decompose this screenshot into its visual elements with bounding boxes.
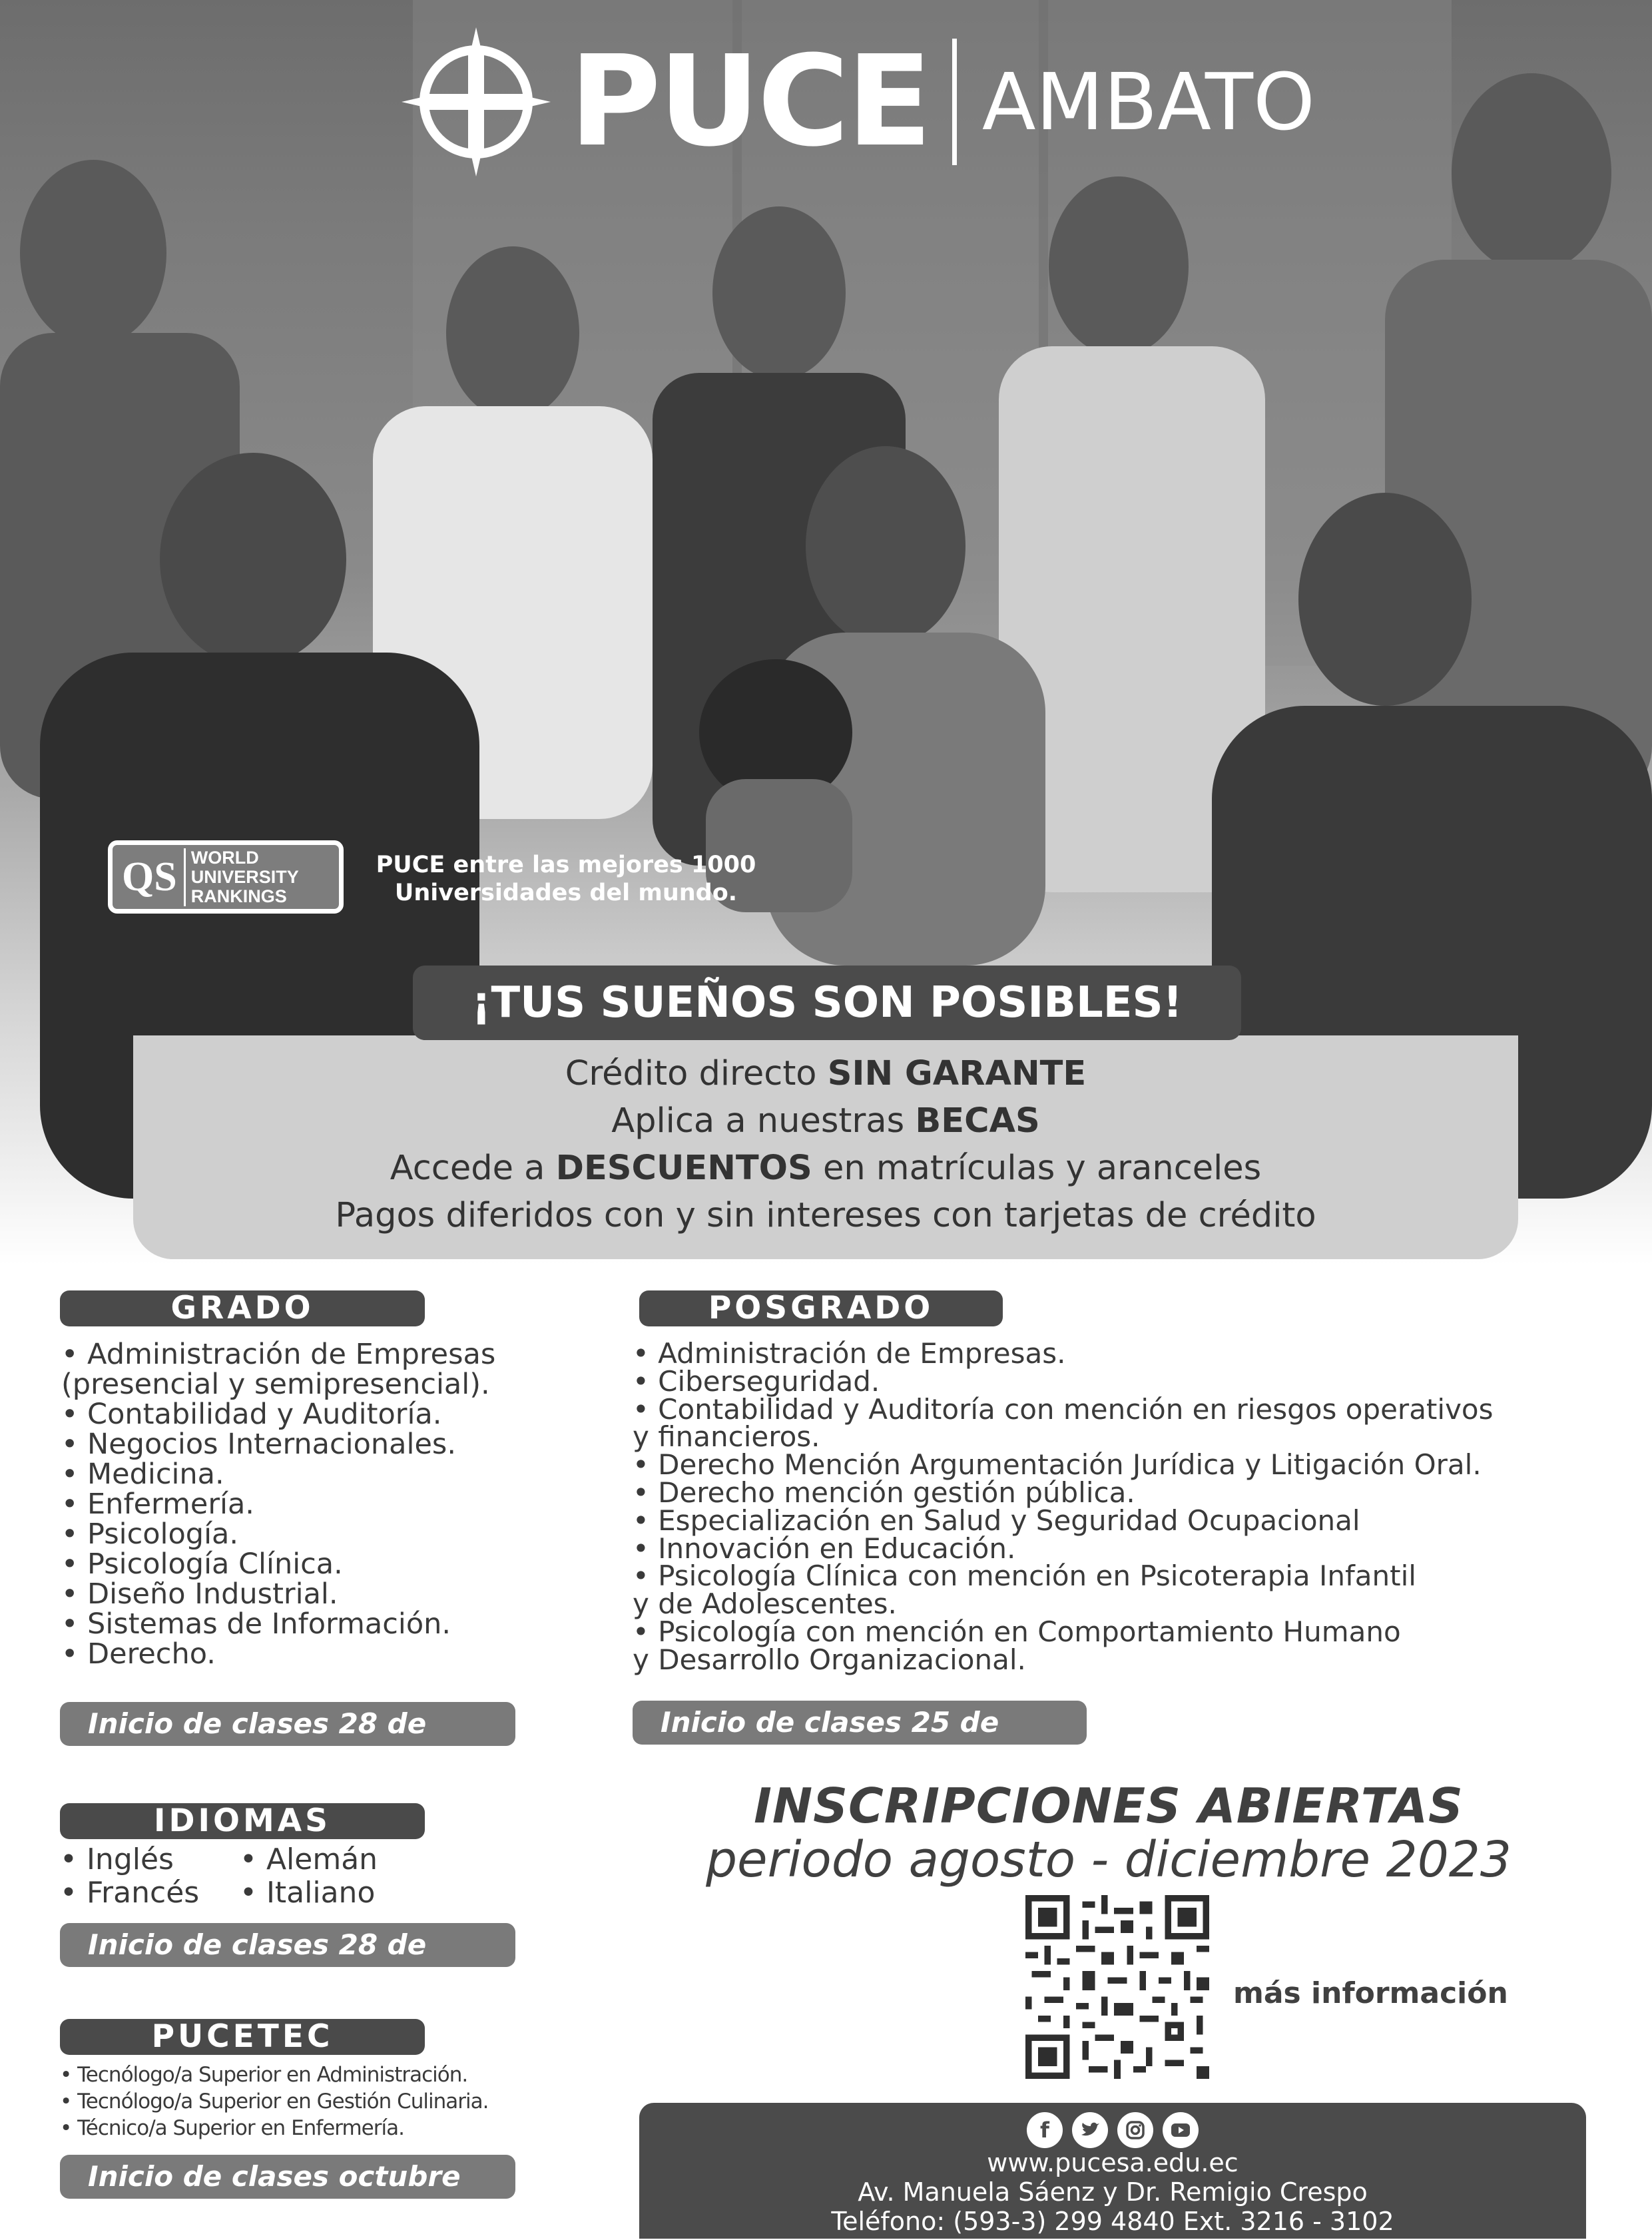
list-item: • Psicología Clínica con mención en Psicoterapia Infantil — [633, 1562, 1578, 1590]
contact-footer — [639, 2103, 1586, 2239]
language-item: • Francés — [60, 1876, 240, 1910]
youtube-icon[interactable] — [1163, 2112, 1199, 2148]
language-item: • Italiano — [240, 1876, 433, 1910]
ranking-note-line-2: Universidades del mundo. — [394, 880, 738, 906]
pucetec-start-date: Inicio de clases octubre — [60, 2155, 515, 2199]
language-item: • Alemán — [240, 1843, 433, 1876]
facebook-icon[interactable]: f — [1027, 2112, 1063, 2148]
ranking-note-line-1: PUCE entre las mejores 1000 — [376, 852, 756, 878]
list-item: • Técnico/a Superior en Enfermería. — [60, 2115, 566, 2141]
pucetec-heading: PUCETEC — [60, 2019, 425, 2055]
inscriptions-period: periodo agosto - diciembre 2023 — [706, 1831, 1512, 1888]
benefit-line: Pagos diferidos con y sin intereses con tarjetas de crédito — [335, 1196, 1316, 1235]
slogan-banner: ¡TUS SUEÑOS SON POSIBLES! — [413, 966, 1241, 1040]
list-item-continuation: y de Adolescentes. — [633, 1587, 897, 1621]
idiomas-start-date: Inicio de clases 28 de agosto — [60, 1923, 515, 1967]
qs-line-2: UNIVERSITY — [190, 866, 299, 887]
benefit-line: Aplica a nuestras BECAS — [611, 1101, 1040, 1141]
qr-code[interactable] — [1025, 1895, 1209, 2079]
benefits-panel — [133, 1035, 1518, 1259]
posgrado-start-date: Inicio de clases 25 de agosto — [633, 1701, 1087, 1745]
list-item: • Innovación en Educación. — [633, 1535, 1578, 1563]
puce-logo — [396, 12, 1315, 192]
list-item-continuation: y Desarrollo Organizacional. — [633, 1643, 1026, 1676]
twitter-icon[interactable] — [1072, 2112, 1108, 2148]
list-item-continuation: (presencial y semipresencial). — [61, 1368, 490, 1401]
list-item: • Medicina. — [61, 1460, 567, 1490]
instagram-icon[interactable] — [1117, 2112, 1153, 2148]
qs-badge-text — [184, 848, 299, 906]
language-item: • Inglés — [60, 1843, 240, 1876]
list-item: • Administración de Empresas. — [633, 1340, 1578, 1368]
qs-line-1: WORLD — [190, 847, 259, 868]
benefit-line: Crédito directo SIN GARANTE — [565, 1054, 1087, 1093]
grado-start-date: Inicio de clases 28 de agosto — [60, 1702, 515, 1746]
list-item: • Psicología. — [61, 1520, 567, 1549]
benefit-line: Accede a DESCUENTOS en matrículas y aranceles — [390, 1149, 1262, 1188]
brand-name: PUCE — [569, 29, 930, 174]
social-icons — [639, 2112, 1586, 2148]
idiomas-list — [60, 1843, 433, 1910]
list-item: • Especialización en Salud y Seguridad Ocupacional — [633, 1507, 1578, 1535]
grado-heading: GRADO — [60, 1290, 425, 1326]
idiomas-heading: IDIOMAS — [60, 1803, 425, 1839]
address-text: Av. Manuela Sáenz y Dr. Remigio Crespo — [858, 2177, 1368, 2207]
puce-cross-emblem-icon — [396, 22, 556, 182]
list-item: • Derecho Mención Argumentación Jurídica y Litigación Oral. — [633, 1451, 1578, 1479]
list-item: • Negocios Internacionales. — [61, 1430, 567, 1460]
website-link[interactable]: www.pucesa.edu.ec — [987, 2148, 1239, 2177]
campus-name: AMBATO — [981, 56, 1315, 148]
inscriptions-title: INSCRIPCIONES ABIERTAS — [754, 1778, 1464, 1834]
pucetec-list — [60, 2062, 566, 2141]
list-item: • Sistemas de Información. — [61, 1609, 567, 1639]
more-info-label: más información — [1233, 1976, 1508, 2010]
list-item: • Psicología Clínica. — [61, 1549, 567, 1579]
list-item: • Administración de Empresas — [61, 1340, 567, 1370]
list-item: • Derecho. — [61, 1639, 567, 1669]
logo-divider — [952, 39, 957, 165]
list-item: • Contabilidad y Auditoría. — [61, 1400, 567, 1430]
list-item: • Derecho mención gestión pública. — [633, 1479, 1578, 1507]
posgrado-heading: POSGRADO — [639, 1290, 1003, 1326]
phone-text: Teléfono: (593-3) 299 4840 Ext. 3216 - 3102 — [831, 2207, 1394, 2236]
list-item: • Diseño Industrial. — [61, 1579, 567, 1609]
ranking-note — [360, 851, 772, 907]
list-item: • Tecnólogo/a Superior en Gestión Culinaria. — [60, 2088, 566, 2115]
grado-list — [61, 1340, 567, 1669]
list-item: • Enfermería. — [61, 1490, 567, 1520]
qs-rankings-badge — [108, 840, 344, 914]
qs-line-3: RANKINGS — [190, 886, 287, 906]
qs-mark: QS — [122, 854, 177, 900]
list-item: • Ciberseguridad. — [633, 1368, 1578, 1396]
posgrado-list — [633, 1337, 1578, 1676]
list-item-continuation: y financieros. — [633, 1420, 820, 1454]
list-item: • Contabilidad y Auditoría con mención en riesgos operativos — [633, 1396, 1578, 1424]
list-item: • Psicología con mención en Comportamiento Humano — [633, 1618, 1578, 1646]
list-item: • Tecnólogo/a Superior en Administración. — [60, 2062, 566, 2088]
